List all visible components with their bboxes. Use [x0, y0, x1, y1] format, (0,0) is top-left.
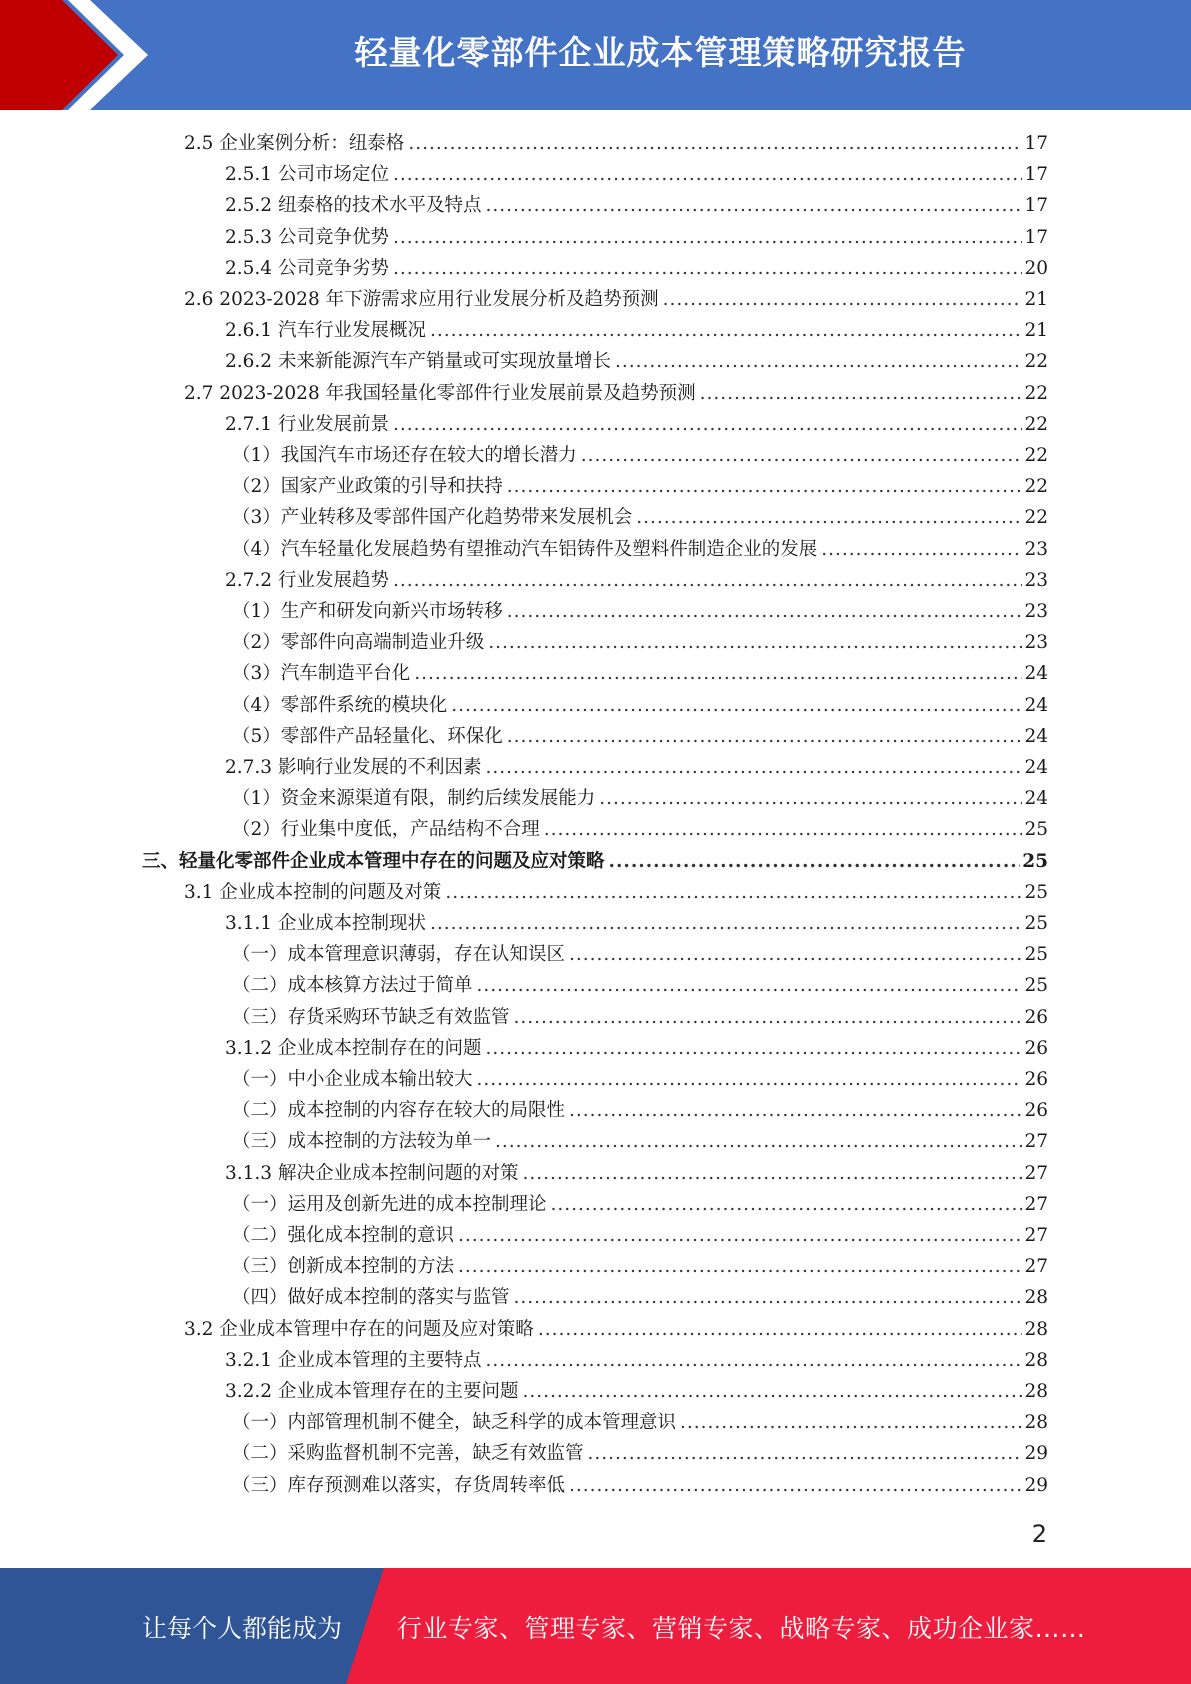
toc-dot-leader [581, 440, 1023, 471]
toc-entry[interactable] [232, 721, 1048, 752]
toc-dot-leader [430, 908, 1022, 939]
toc-entry-page: 22 [1024, 507, 1048, 529]
toc-dot-leader [507, 471, 1023, 502]
toc-entry-title: 3.2 企业成本管理中存在的问题及应对策略 [184, 1318, 534, 1340]
toc-entry[interactable] [232, 939, 1048, 970]
toc-dot-leader [588, 1438, 1023, 1469]
toc-entry-page: 28 [1024, 1412, 1048, 1434]
toc-entry-page: 25 [1024, 819, 1048, 841]
toc-entry-page: 22 [1024, 351, 1048, 373]
toc-entry[interactable] [225, 908, 1048, 939]
toc-dot-leader [514, 1002, 1023, 1033]
toc-entry-page: 24 [1024, 757, 1048, 778]
toc-entry-page: 24 [1024, 694, 1048, 716]
toc-dot-leader [477, 1064, 1023, 1095]
toc-dot-leader [488, 627, 1022, 658]
toc-entry-page: 26 [1024, 1100, 1048, 1122]
toc-entry-title: （三）成本控制的方法较为单一 [232, 1131, 492, 1153]
toc-entry-title: 2.6 2023-2028 年下游需求应用行业发展分析及趋势预测 [184, 289, 659, 310]
toc-entry-title: 3.1.1 企业成本控制现状 [225, 913, 426, 934]
toc-entry[interactable] [232, 970, 1048, 1001]
toc-dot-leader [393, 409, 1022, 440]
toc-dot-leader [414, 658, 1022, 689]
toc-entry-title: 2.5 企业案例分析：纽泰格 [184, 133, 405, 154]
toc-dot-leader [485, 752, 1022, 783]
toc-entry[interactable] [232, 627, 1048, 658]
toc-dot-leader [615, 346, 1022, 377]
toc-entry-page: 27 [1024, 1256, 1048, 1278]
toc-entry-title: 2.5.4 公司竞争劣势 [225, 257, 389, 279]
toc-entry-page: 28 [1024, 1318, 1048, 1340]
toc-dot-leader [680, 1407, 1022, 1438]
toc-entry-title: （1）生产和研发向新兴市场转移 [232, 601, 503, 622]
toc-entry-title: 2.6.2 未来新能源汽车产销量或可实现放量增长 [225, 351, 611, 373]
toc-entry[interactable] [225, 159, 1048, 190]
toc-entry-title: 2.7.2 行业发展趋势 [225, 569, 389, 591]
toc-entry-title: （二）成本核算方法过于简单 [232, 975, 473, 997]
toc-entry[interactable] [232, 1251, 1048, 1282]
toc-dot-leader [445, 877, 1022, 908]
toc-entry-page: 25 [1024, 975, 1048, 997]
toc-entry[interactable] [232, 1407, 1048, 1438]
toc-entry-page: 24 [1024, 725, 1048, 747]
toc-entry-page: 24 [1024, 663, 1048, 685]
toc-entry-page: 25 [1022, 850, 1048, 872]
toc-entry-title: 2.7.1 行业发展前景 [225, 413, 389, 435]
toc-entry[interactable] [232, 1126, 1048, 1157]
footer-slogan-left: 让每个人都能成为 [142, 1614, 343, 1643]
toc-entry[interactable] [142, 846, 1048, 877]
toc-dot-leader [495, 1126, 1022, 1157]
toc-entry[interactable] [232, 1438, 1048, 1469]
toc-entry[interactable] [225, 409, 1048, 440]
toc-entry[interactable] [225, 253, 1048, 284]
toc-entry[interactable] [232, 502, 1048, 533]
toc-entry-page: 29 [1024, 1474, 1048, 1496]
toc-entry-title: （一）运用及创新先进的成本控制理论 [232, 1193, 547, 1215]
toc-dot-leader [636, 502, 1022, 533]
toc-entry-title: （一）成本管理意识薄弱，存在认知误区 [232, 944, 566, 966]
toc-entry-title: （2）行业集中度低，产品结构不合理 [232, 819, 540, 841]
toc-dot-leader [569, 1470, 1022, 1501]
toc-entry[interactable] [184, 128, 1048, 159]
toc-entry-page: 29 [1024, 1443, 1048, 1465]
toc-entry-title: （二）采购监督机制不完善，缺乏有效监管 [232, 1443, 584, 1465]
toc-entry[interactable] [232, 440, 1048, 471]
toc-entry-title: （5）零部件产品轻量化、环保化 [232, 725, 503, 747]
toc-dot-leader [485, 1033, 1022, 1064]
toc-entry-page: 27 [1024, 1225, 1048, 1246]
toc-entry-title: （3）产业转移及零部件国产化趋势带来发展机会 [232, 507, 633, 529]
toc-entry[interactable] [232, 658, 1048, 689]
toc-entry-page: 27 [1024, 1162, 1048, 1184]
toc-entry-page: 26 [1024, 1006, 1048, 1028]
toc-entry-page: 25 [1024, 913, 1048, 934]
toc-dot-leader [609, 846, 1021, 877]
toc-dot-leader [458, 1220, 1022, 1251]
toc-entry-page: 21 [1024, 320, 1048, 342]
toc-entry-page: 17 [1024, 195, 1048, 217]
toc-entry-page: 22 [1024, 413, 1048, 435]
toc-entry-page: 22 [1024, 382, 1048, 404]
toc-entry-page: 26 [1024, 1069, 1048, 1090]
toc-entry-title: （1）我国汽车市场还存在较大的增长潜力 [232, 445, 577, 466]
toc-entry[interactable] [232, 1002, 1048, 1033]
toc-dot-leader [458, 1251, 1022, 1282]
toc-entry[interactable] [225, 1345, 1048, 1376]
toc-entry-title: 2.5.2 纽泰格的技术水平及特点 [225, 195, 482, 217]
toc-dot-leader [522, 1158, 1022, 1189]
toc-entry[interactable] [232, 1189, 1048, 1220]
toc-entry-title: （3）汽车制造平台化 [232, 663, 411, 685]
report-title: 轻量化零部件企业成本管理策略研究报告 [354, 33, 967, 72]
toc-entry-title: 3.1.2 企业成本控制存在的问题 [225, 1037, 482, 1059]
toc-dot-leader [522, 1376, 1022, 1407]
toc-entry-title: （三）存货采购环节缺乏有效监管 [232, 1006, 510, 1028]
toc-entry-page: 25 [1024, 881, 1048, 903]
toc-entry-page: 23 [1024, 601, 1048, 622]
toc-entry-title: 三、轻量化零部件企业成本管理中存在的问题及应对策略 [142, 850, 605, 872]
toc-entry-page: 28 [1024, 1287, 1048, 1309]
toc-dot-leader [599, 783, 1022, 814]
toc-dot-leader [393, 565, 1022, 596]
toc-entry-title: 3.1 企业成本控制的问题及对策 [184, 881, 442, 903]
toc-entry[interactable] [225, 346, 1048, 377]
toc-entry[interactable] [232, 1470, 1048, 1501]
toc-dot-leader [514, 1282, 1023, 1313]
toc-entry-page: 17 [1024, 133, 1048, 154]
toc-entry-page: 22 [1024, 476, 1048, 498]
toc-entry[interactable] [184, 378, 1048, 409]
toc-entry-title: （一）内部管理机制不健全，缺乏科学的成本管理意识 [232, 1412, 677, 1434]
toc-dot-leader [538, 1314, 1023, 1345]
toc-entry-title: （1）资金来源渠道有限，制约后续发展能力 [232, 788, 596, 810]
toc-dot-leader [569, 1095, 1022, 1126]
toc-entry[interactable] [225, 1158, 1048, 1189]
toc-entry-title: （二）强化成本控制的意识 [232, 1225, 455, 1246]
toc-dot-leader [821, 534, 1022, 565]
toc-entry[interactable] [232, 471, 1048, 502]
toc-entry[interactable] [225, 752, 1048, 783]
toc-dot-leader [700, 378, 1023, 409]
toc-entry-page: 21 [1024, 289, 1048, 310]
toc-entry-page: 23 [1024, 632, 1048, 654]
toc-entry[interactable] [225, 315, 1048, 346]
toc-entry[interactable] [225, 1376, 1048, 1407]
toc-entry-title: （四）做好成本控制的落实与监管 [232, 1287, 510, 1309]
toc-entry[interactable] [232, 814, 1048, 845]
toc-dot-leader [569, 939, 1022, 970]
toc-entry-title: （三）创新成本控制的方法 [232, 1256, 455, 1278]
toc-entry[interactable] [232, 783, 1048, 814]
toc-dot-leader [408, 128, 1022, 159]
toc-entry-title: （三）库存预测难以落实，存货周转率低 [232, 1474, 566, 1496]
toc-entry[interactable] [184, 877, 1048, 908]
toc-entry-page: 20 [1024, 257, 1048, 279]
toc-entry[interactable] [232, 690, 1048, 721]
toc-entry[interactable] [232, 1282, 1048, 1313]
toc-dot-leader [451, 690, 1022, 721]
toc-entry-page: 28 [1024, 1381, 1048, 1402]
toc-entry[interactable] [225, 190, 1048, 221]
toc-entry-title: （4）零部件系统的模块化 [232, 694, 448, 716]
page-number: 2 [1031, 1520, 1047, 1548]
toc-entry-title: 2.6.1 汽车行业发展概况 [225, 320, 426, 342]
toc-entry-page: 23 [1024, 569, 1048, 591]
toc-entry-page: 25 [1024, 944, 1048, 966]
toc-entry[interactable] [184, 1314, 1048, 1345]
toc-entry-title: 3.1.3 解决企业成本控制问题的对策 [225, 1162, 519, 1184]
toc-entry[interactable] [232, 1095, 1048, 1126]
toc-dot-leader [485, 190, 1022, 221]
toc-dot-leader [507, 721, 1023, 752]
toc-entry-page: 28 [1024, 1349, 1048, 1371]
toc-entry-title: 3.2.2 企业成本管理存在的主要问题 [225, 1381, 519, 1402]
toc-entry-title: （2）国家产业政策的引导和扶持 [232, 476, 503, 498]
toc-entry-page: 22 [1024, 445, 1048, 466]
toc-entry-title: 2.7.3 影响行业发展的不利因素 [225, 757, 482, 778]
toc-dot-leader [430, 315, 1022, 346]
toc-dot-leader [393, 222, 1022, 253]
toc-entry-page: 17 [1024, 226, 1048, 248]
toc-dot-leader [477, 970, 1023, 1001]
toc-dot-leader [393, 159, 1022, 190]
toc-entry-title: 2.5.3 公司竞争优势 [225, 226, 389, 248]
toc-dot-leader [485, 1345, 1022, 1376]
toc-entry-page: 26 [1024, 1037, 1048, 1059]
toc-dot-leader [551, 1189, 1023, 1220]
toc-entry[interactable] [184, 284, 1048, 315]
toc-dot-leader [544, 814, 1023, 845]
toc-entry[interactable] [225, 1033, 1048, 1064]
toc-entry[interactable] [225, 222, 1048, 253]
toc-entry-page: 24 [1024, 788, 1048, 810]
toc-entry-title: （2）零部件向高端制造业升级 [232, 632, 485, 654]
toc-dot-leader [393, 253, 1022, 284]
toc-entry[interactable] [232, 1064, 1048, 1095]
toc-entry-title: （一）中小企业成本输出较大 [232, 1069, 473, 1090]
toc-entry-page: 17 [1024, 164, 1048, 186]
toc-dot-leader [507, 596, 1023, 627]
toc-entry-title: 2.5.1 公司市场定位 [225, 164, 389, 186]
toc-entry-title: （二）成本控制的内容存在较大的局限性 [232, 1100, 566, 1122]
page-footer [0, 1568, 1191, 1684]
toc-entry-page: 27 [1024, 1193, 1048, 1215]
toc-entry-page: 23 [1024, 538, 1048, 560]
toc-entry-page: 27 [1024, 1131, 1048, 1153]
toc-entry-title: 2.7 2023-2028 年我国轻量化零部件行业发展前景及趋势预测 [184, 382, 696, 404]
toc-entry[interactable] [225, 565, 1048, 596]
toc-entry[interactable] [232, 596, 1048, 627]
toc-entry-title: 3.2.1 企业成本管理的主要特点 [225, 1349, 482, 1371]
toc-entry[interactable] [232, 1220, 1048, 1251]
toc-entry-title: （4）汽车轻量化发展趋势有望推动汽车铝铸件及塑料件制造企业的发展 [232, 538, 818, 560]
toc-entry[interactable] [232, 534, 1048, 565]
page-header [0, 0, 1191, 110]
toc-dot-leader [663, 284, 1023, 315]
footer-slogan-right: 行业专家、管理专家、营销专家、战略专家、成功企业家…… [397, 1614, 1086, 1643]
